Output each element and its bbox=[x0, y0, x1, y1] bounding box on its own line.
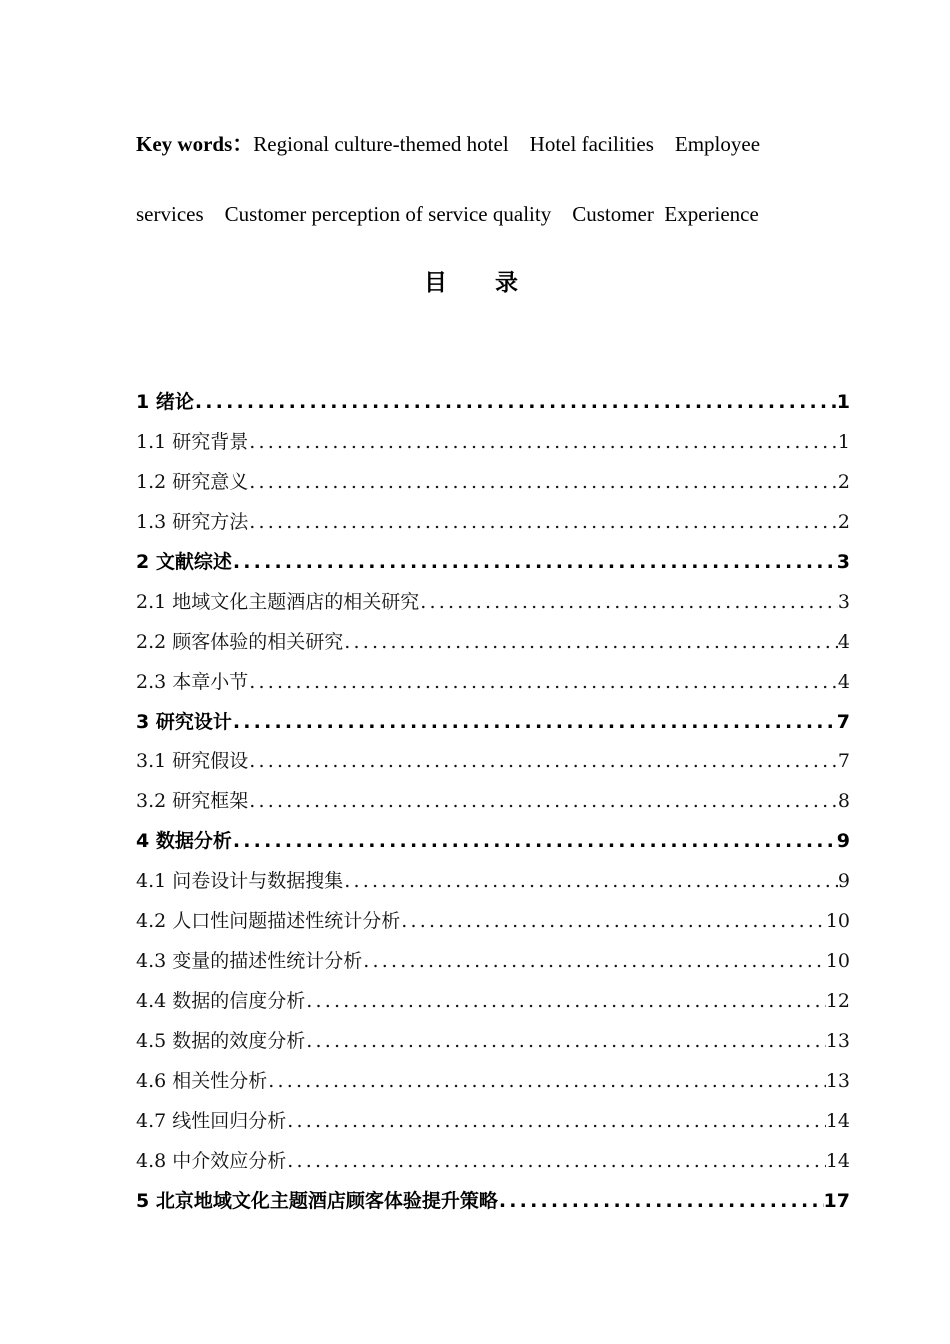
toc-dot-leader bbox=[343, 626, 838, 658]
toc-entry-page: 9 bbox=[837, 870, 850, 893]
toc-entry-label: 4 数据分析 bbox=[136, 830, 232, 853]
toc-entry[interactable] bbox=[136, 1185, 850, 1225]
toc-dot-leader bbox=[248, 466, 838, 498]
toc-entry-page: 8 bbox=[837, 790, 850, 813]
toc-dot-leader bbox=[419, 586, 838, 618]
toc-entry-label: 3.1 研究假设 bbox=[136, 750, 249, 773]
toc-entry[interactable] bbox=[136, 985, 850, 1025]
toc-entry-page: 12 bbox=[825, 990, 850, 1013]
toc-entry[interactable] bbox=[136, 785, 850, 825]
toc-entry-page: 10 bbox=[825, 910, 850, 933]
toc-entry[interactable] bbox=[136, 586, 850, 626]
toc-entry-label: 4.7 线性回归分析 bbox=[136, 1109, 287, 1132]
toc-dot-leader bbox=[305, 1025, 826, 1057]
toc-dot-leader bbox=[305, 985, 826, 1017]
toc-title: 目录 bbox=[424, 270, 566, 296]
toc-entry-label: 4.8 中介效应分析 bbox=[136, 1149, 287, 1172]
toc-dot-leader bbox=[248, 785, 838, 817]
toc-entry-label: 4.6 相关性分析 bbox=[136, 1069, 268, 1092]
toc-entry-page: 13 bbox=[825, 1030, 850, 1052]
toc-entry-label: 1 绪论 bbox=[136, 391, 194, 413]
toc-entry[interactable] bbox=[136, 945, 850, 985]
toc-entry-label: 2.1 地域文化主题酒店的相关研究 bbox=[136, 590, 420, 613]
toc-entry[interactable] bbox=[136, 1145, 850, 1185]
toc-entry-page: 3 bbox=[836, 550, 850, 573]
toc-entry-page: 14 bbox=[825, 1149, 850, 1172]
toc-entry-page: 10 bbox=[825, 950, 850, 973]
toc-entry[interactable] bbox=[136, 745, 850, 785]
toc-entry-label: 4.1 问卷设计与数据搜集 bbox=[136, 870, 344, 893]
toc-entry[interactable] bbox=[136, 865, 850, 905]
toc-dot-leader bbox=[400, 905, 826, 937]
toc-entry-page: 7 bbox=[836, 710, 850, 733]
toc-entry-page: 4 bbox=[837, 630, 850, 653]
toc-entry-label: 1.1 研究背景 bbox=[136, 430, 249, 453]
toc-dot-leader bbox=[232, 546, 837, 578]
toc-entry-page: 1 bbox=[837, 430, 850, 453]
toc-dot-leader bbox=[232, 825, 837, 857]
toc-entry-page: 9 bbox=[836, 830, 850, 853]
toc-entry-label: 3.2 研究框架 bbox=[136, 790, 249, 813]
keywords-text-1: Regional culture-themed hotel Hotel facilities Employee bbox=[253, 132, 761, 156]
keywords-line-2 bbox=[136, 202, 816, 227]
toc-dot-leader bbox=[286, 1105, 826, 1137]
toc-entry-page: 13 bbox=[825, 1069, 850, 1092]
keywords-label: Key words： bbox=[136, 132, 254, 156]
toc-entry[interactable] bbox=[136, 666, 850, 706]
toc-dot-leader bbox=[498, 1185, 824, 1217]
keywords-line-1 bbox=[136, 128, 816, 158]
toc-dot-leader bbox=[286, 1145, 826, 1177]
toc-entry-page: 1 bbox=[836, 391, 850, 413]
toc-entry[interactable] bbox=[136, 626, 850, 666]
toc-entry-label: 2 文献综述 bbox=[136, 550, 232, 573]
toc-entry-label: 2.2 顾客体验的相关研究 bbox=[136, 630, 344, 653]
toc-entry[interactable] bbox=[136, 506, 850, 546]
toc-entry[interactable] bbox=[136, 466, 850, 506]
toc-entry-page: 7 bbox=[837, 750, 850, 773]
toc-entry-page: 2 bbox=[837, 470, 850, 493]
toc-entry[interactable] bbox=[136, 386, 850, 426]
toc-dot-leader bbox=[248, 426, 838, 458]
toc-entry-label: 4.2 人口性问题描述性统计分析 bbox=[136, 910, 401, 933]
toc-dot-leader bbox=[248, 745, 838, 777]
toc-entry-page: 17 bbox=[823, 1189, 850, 1212]
toc-dot-leader bbox=[343, 865, 838, 897]
toc-entry[interactable] bbox=[136, 546, 850, 586]
toc-entry-label: 1.3 研究方法 bbox=[136, 510, 249, 533]
toc-entry-label: 4.5 数据的效度分析 bbox=[136, 1030, 306, 1052]
toc-entry-label: 4.4 数据的信度分析 bbox=[136, 990, 306, 1013]
toc-entry-page: 14 bbox=[825, 1109, 850, 1132]
toc-entry-page: 2 bbox=[837, 510, 850, 533]
toc-entry[interactable] bbox=[136, 1025, 850, 1065]
toc-entry[interactable] bbox=[136, 825, 850, 865]
toc-entry-label: 5 北京地域文化主题酒店顾客体验提升策略 bbox=[136, 1189, 498, 1212]
toc-entry[interactable] bbox=[136, 706, 850, 746]
toc-entry[interactable] bbox=[136, 426, 850, 466]
toc-dot-leader bbox=[267, 1065, 826, 1097]
toc-entry-page: 3 bbox=[837, 590, 850, 613]
toc-dot-leader bbox=[194, 386, 837, 418]
toc-entry-label: 3 研究设计 bbox=[136, 710, 232, 733]
toc-entry[interactable] bbox=[136, 1065, 850, 1105]
toc-entry[interactable] bbox=[136, 1105, 850, 1145]
toc-dot-leader bbox=[248, 666, 838, 698]
toc-entry-label: 1.2 研究意义 bbox=[136, 470, 249, 493]
keywords-text-2: services Customer perception of service quality Customer Experience bbox=[136, 202, 759, 226]
toc-dot-leader bbox=[232, 706, 837, 738]
toc-entry-label: 2.3 本章小节 bbox=[136, 670, 249, 693]
table-of-contents bbox=[136, 386, 850, 1225]
toc-entry-label: 4.3 变量的描述性统计分析 bbox=[136, 950, 363, 973]
toc-entry[interactable] bbox=[136, 905, 850, 945]
toc-dot-leader bbox=[248, 506, 838, 538]
toc-dot-leader bbox=[362, 945, 826, 977]
toc-entry-page: 4 bbox=[837, 670, 850, 693]
